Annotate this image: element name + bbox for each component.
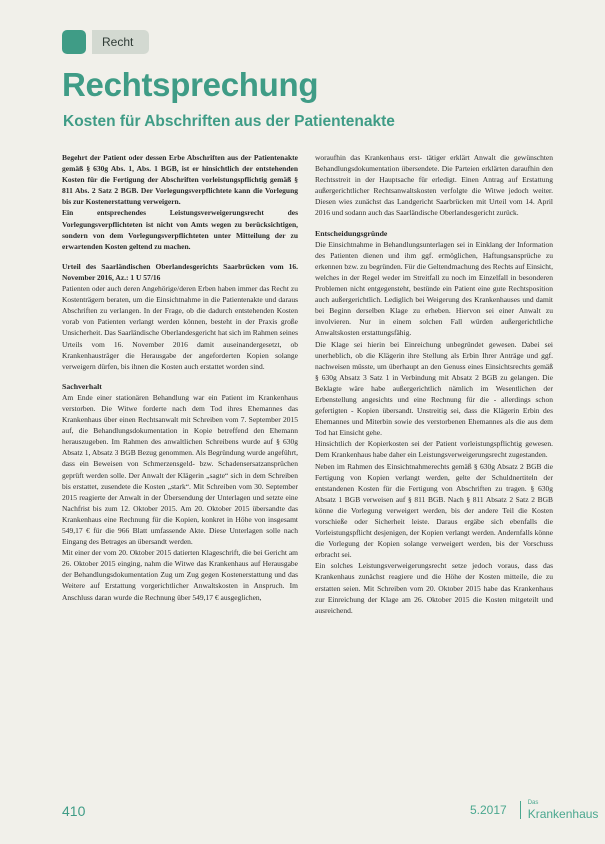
facts-paragraph-2: Mit einer der vom 20. Oktober 2015 datierten Klageschrift, die bei Gericht am 26. Oktober 2015 einging, nahm die Witwe das Krankenhaus auf Herausgabe der Behandlungsdokumentation Zug um Zug gegen Kostenerstattung und das Weitere auf Erstattung vorgerichtlicher Anwaltskosten in Anspruch. Im Anschluss daran wurde die Rechnung über 549,17 € ausgeglichen, (62, 548, 298, 602)
page-title: Rechtsprechung (62, 66, 319, 103)
intro-paragraph: Patienten oder auch deren Angehörige/deren Erben haben immer das Recht zu Kostenträgern beraten, um die Einsichtnahme in die Patientenakte und daraus Abschriften zu verlangen. In der Frage, ob die dadurch entstehenden Kosten vorab von Patienten verlangt werden können, besteht in der Praxis große Unsicherheit. Das Saarländische Oberlandesgericht hat sich im Rahmen seines Urteils vom 16. November 2016 damit auseinandergesetzt, ob Krankenhausträger die Herausgabe der angeforderten Kopien solange verweigern dürfen, bis ihnen die Kosten auch erstattet worden sind. (62, 284, 298, 371)
section-tag-label: Recht (92, 30, 149, 54)
magazine-logo (528, 800, 599, 820)
section-tag (62, 30, 149, 54)
magazine-logo-small: Das (527, 800, 539, 806)
heading-sachverhalt: Sachverhalt (62, 381, 102, 391)
lead-paragraph-2: Ein entsprechendes Leistungsverweigerungsrecht des Vorlegungsverpflichteten ist nicht von Amts wegen zu berücksichtigen, sondern von dem Vorlegungsverpflichteten unter Mitteilung der zu erwartenden Kosten geltend zu machen. (62, 208, 298, 251)
heading-entscheidungsgruende: Entscheidungsgründe (315, 228, 388, 238)
page-subtitle: Kosten für Abschriften aus der Patientenakte (63, 113, 395, 130)
issue-number: 5.2017 (470, 803, 507, 817)
reasons-paragraph-4: Neben im Rahmen des Einsichtnahmerechts gemäß § 630g Absatz 2 BGB die Fertigung von Kopien verlangt werden, gelte der Schuldnertiteln der entstandenen Kosten für die Fertigung von Abschriften zu tragen. § 630g Absatz 1 BGB verweisen auf § 811 BGB. Nach § 811 Absatz 2 Satz 2 BGB könne die Vorlegung verweigert werden, bis der andere Teil die Kosten vorschieße oder Sicherheit leiste. Daraus ergäbe sich ebenfalls die Vorleistungspflicht desjenigen, der Kopien verlangt werden. Andernfalls könne die Vorlegung der Kopien solange verweigert werden, bis der Vorschuss erbracht sei. (315, 461, 553, 560)
continuation-paragraph: woraufhin das Krankenhaus erst- tätiger erklärt Anwalt die gewünschten Behandlungsdokumentation übersendete. Die Parteien erklärten daraufhin den Rechtsstreit in der Hauptsache für erledigt. Einen Antrag auf Erstattung außergerichtlicher Rechtsanwaltskosten verfolgte die Witwe jedoch weiter. Diesen wies zunächst das Landgericht Saarbrücken mit Urteil vom 14. April 2016 und sodann auch das Saarländische Oberlandesgericht zurück. (315, 153, 553, 218)
lead-paragraph-1: Begehrt der Patient oder dessen Erbe Abschriften aus der Patientenakte gemäß § 630g Abs. 1, Abs. 1 BGB, ist er hinsichtlich der entstehenden Kosten für die Fertigung der Abschriften vorleistungspflichtig gemäß § 811 Abs. 2 Satz 2 BGB. Der Vorlegungsverpflichtete kann die Vorlegung bis zur Kostenerstattung verweigern. (62, 153, 298, 207)
reasons-paragraph-2: Die Klage sei hierin bei Einreichung unbegründet gewesen. Dabei sei unerheblich, ob die Klägerin ihre Stellung als Erbin Ihrer Anträge und ggf. nachweisen müsste, um überhaupt an den Genuss eines Einsichtsrechts gemäß § 630g Absatz 3 Satz 1 in Verbindung mit Absatz 2 BGB zu gelangen. Die Beklagte wäre habe außergerichtlich nämlich im Wesentlichen der Erbenstellung angesichts und eine Rechnung für die - allerdings schon gefertigten - Kopien übersandt. Unstreitig sei, dass die Klägerin Erbin des Ehemannes und Miterbin sowie des verstorbenen Ehemannes als die aus dem Tod hat Einsicht gehe. (315, 339, 553, 438)
reasons-paragraph-5: Ein solches Leistungsverweigerungsrecht setze jedoch voraus, dass das Krankenhaus zunächst reagiere und die Höhe der Kosten mitteile, die zu erstatten seien. Mit Schreiben vom 20. Oktober 2015 habe das Krankenhaus zur Einreichung der Klage am 26. Oktober 2015 die Kosten mitgeteilt und ausreichend. (315, 561, 553, 615)
reasons-paragraph-3: Hinsichtlich der Kopierkosten sei der Patient vorleistungspflichtig gewesen. Dem Krankenhaus habe daher ein Leistungsverweigerungsrecht zugestanden. (315, 439, 553, 460)
footer-divider (520, 801, 521, 819)
facts-paragraph-1: Am Ende einer stationären Behandlung war ein Patient im Krankenhaus verstorben. Die Witwe forderte nach dem Tod ihres Ehemannes das Krankenhaus über einen Rechtsanwalt mit Schreiben vom 7. September 2015 auf, die Behandlungsdokumentation in Kopie betreffend den Ehemann herauszugeben. Im Rahmen des anwaltlichen Schreibens wurde auf § 630g Absatz 1, Absatz 3 BGB Bezug genommen. Als Begründung wurde angeführt, dass ein Beweisen von Schmerzensgeld- bzw. Schadensersatzansprüchen geprüft werden solle. Der Anwalt der Klägerin „sagte“ sich in dem Schreiben bis erstattet, zusendete die Kosten „stark“. Mit Schreiben vom 30. September 2015 reagierte der Anwalt in der Übersendung der Unterlagen und setzte eine Nachfrist bis zum 12. Oktober 2015. Am 20. Oktober 2015 übersandte das Krankenhaus eine Rechnung für die Kopien, konkret in Höhe von insgesamt 549,17 € für die 966 Blatt umfassende Akte. Diese Unterlagen solle nach Eingang des Betrages an übersandt werden. (62, 392, 298, 547)
footer-masthead (470, 800, 598, 820)
page-number: 410 (62, 803, 86, 819)
left-column (62, 152, 298, 792)
section-tag-marker (62, 30, 86, 54)
reasons-paragraph-1: Die Einsichtnahme in Behandlungsunterlagen sei in Einklang der Information des Patienten dienen und ihm ggf. ermöglichen, Haftungsansprüche zu erkennen bzw. zu begründen. Für die Geltendmachung des Rechts auf Einsicht, welches in der Regel weder im Streitfall zu noch im Einzelfall in besonderen Problemen nicht entgegensteht, bestünde ein Patient eine gute Rechtsposition auch außergerichtlich. Lediglich bei Weigerung des Krankenhauses und damit bei Beginn derselben Klage zu erheben. Hiervon sei einer Anwalt zu involvieren. Nur in einem solchen Fall würden außergerichtliche Anwaltskosten erstattungsfähig. (315, 239, 553, 338)
right-column (315, 152, 553, 792)
court-source: Urteil des Saarländischen Oberlandesgerichts Saarbrücken vom 16. November 2016, Az.: 1 U 57/16 (62, 261, 298, 282)
magazine-logo-name: Krankenhaus (527, 807, 599, 821)
